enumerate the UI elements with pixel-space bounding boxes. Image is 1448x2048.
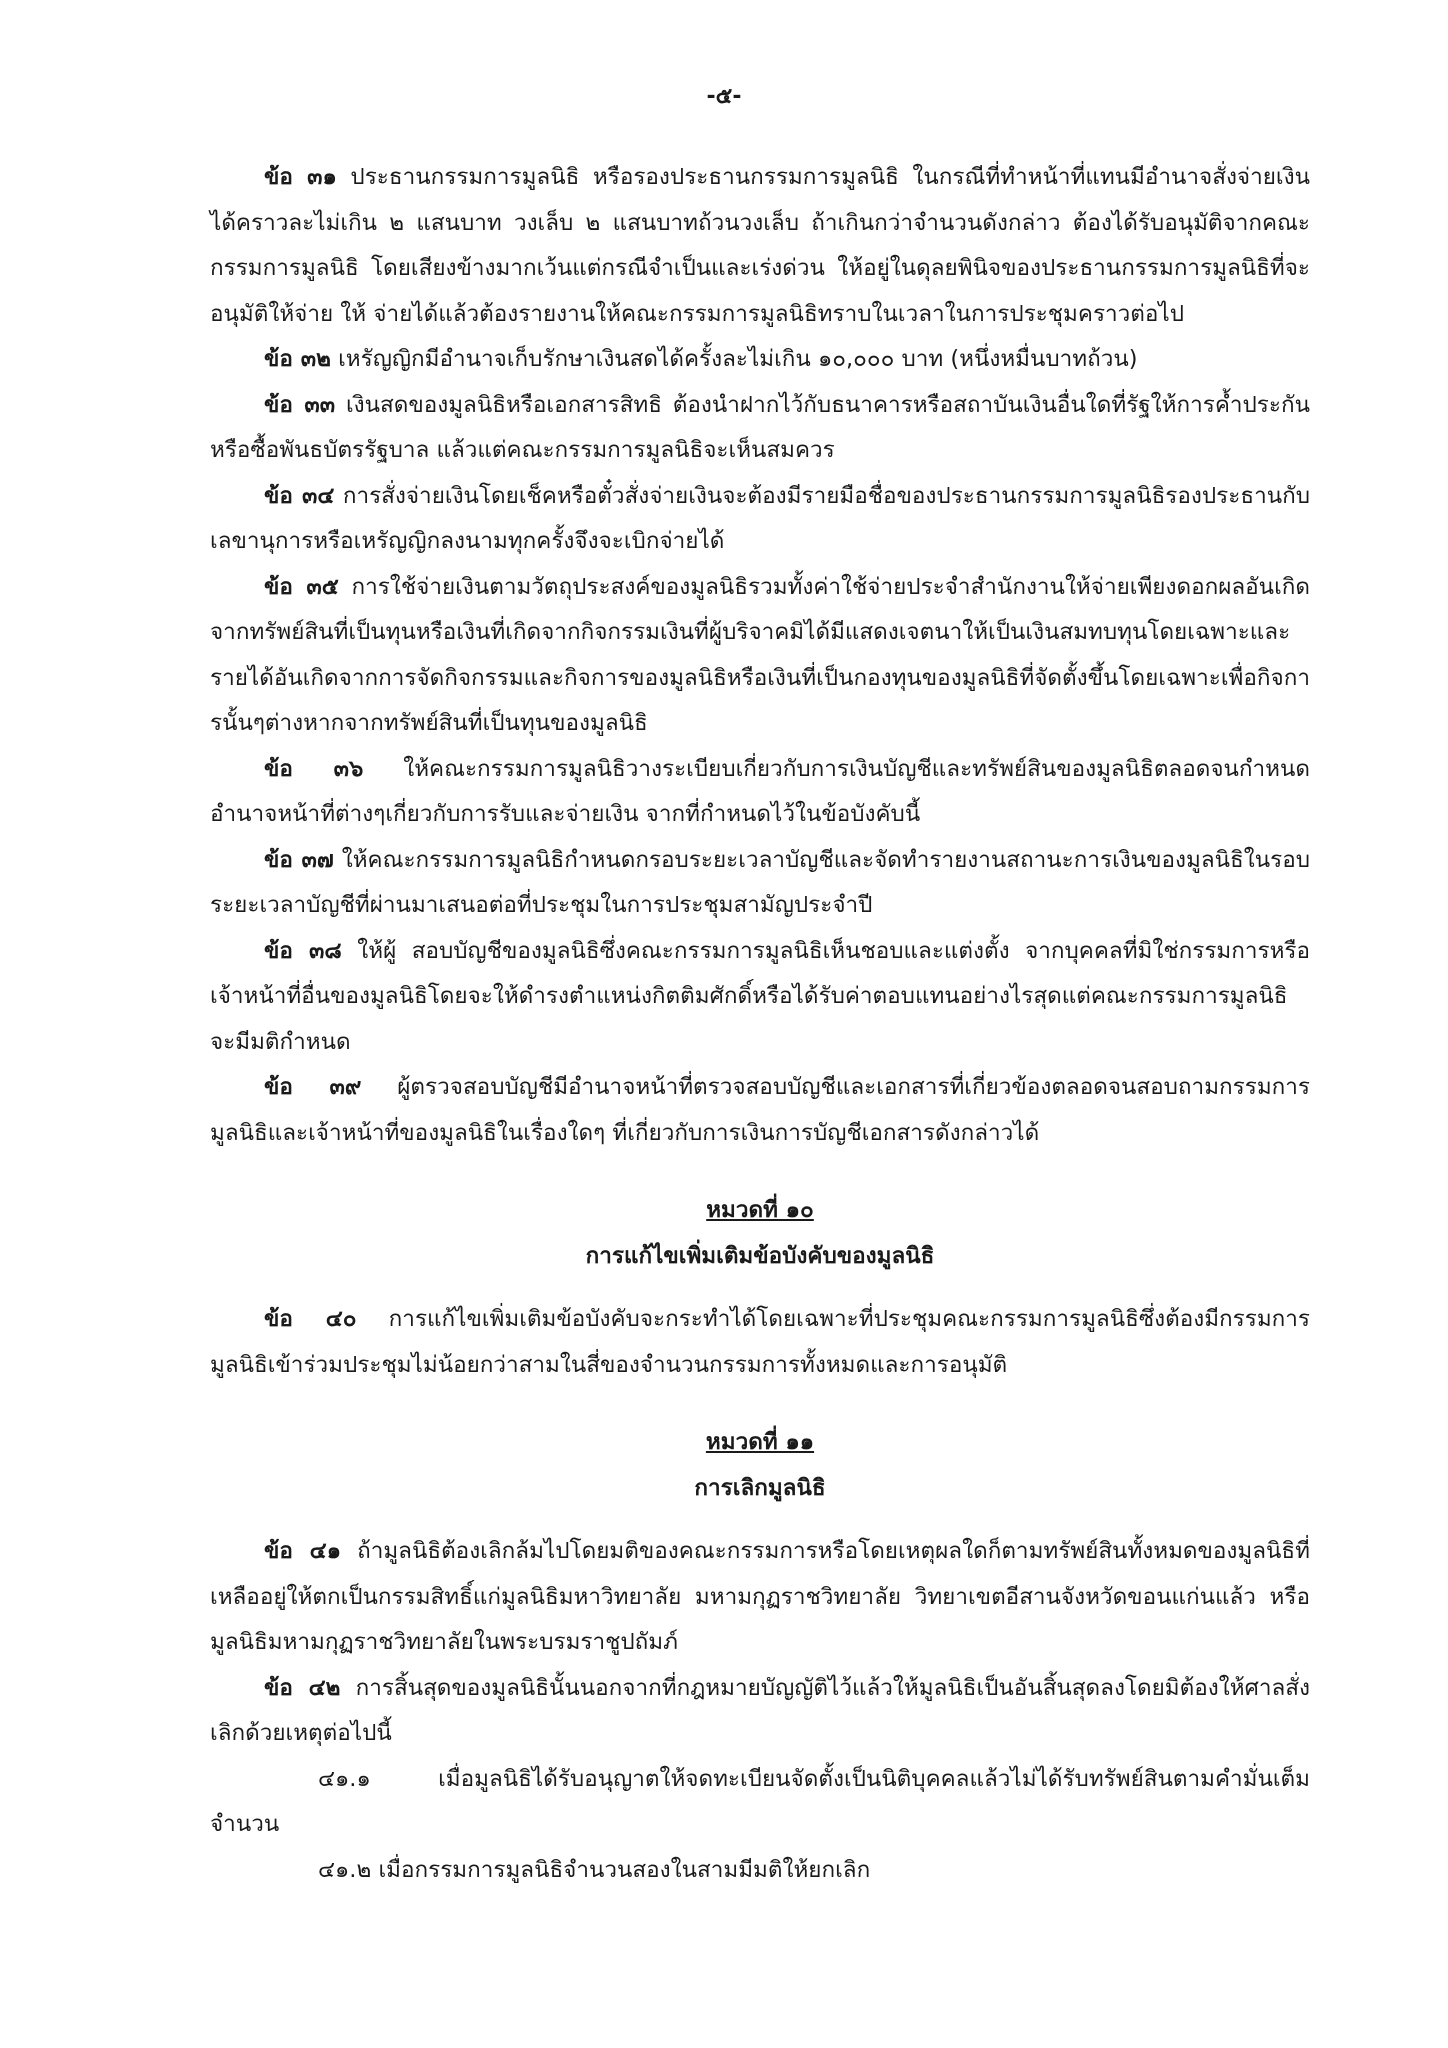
clause-36 xyxy=(210,747,1310,838)
spacer xyxy=(210,1156,1310,1188)
clause-text: เงินสดของมูลนิธิหรือเอกสารสิทธิ ต้องนำฝากไว้กับธนาคารหรือสถาบันเงินอื่นใดที่รัฐให้การค้ำประกันหรือซื้อพันธบัตรรัฐบาล แล้วแต่คณะกรรมการมูลนิธิจะเห็นสมควร xyxy=(210,391,1310,463)
spacer xyxy=(210,1511,1310,1529)
clause-text: ถ้ามูลนิธิต้องเลิกล้มไปโดยมติของคณะกรรมการหรือโดยเหตุผลใดก็ตามทรัพย์สินทั้งหมดของมูลนิธิที่เหลืออยู่ให้ตกเป็นกรรมสิทธิ์แก่มูลนิธิมหาวิทยาลัย มหามกุฏราชวิทยาลัย วิทยาเขตอีสานจังหวัดขอนแก่นแล้ว หรือมูลนิธิมหามกุฏราชวิทยาลัยในพระบรมราชูปถัมภ์ xyxy=(210,1538,1310,1655)
clause-label: ข้อ ๔๒ xyxy=(264,1674,341,1701)
clause-label: ข้อ ๓๑ xyxy=(264,164,337,190)
sub-item-41-1: ๔๑.๑ เมื่อมูลนิธิได้รับอนุญาตให้จดทะเบียนจัดตั้งเป็นนิติบุคคลแล้วไม่ได้รับทรัพย์สินตามคำมั่นเต็มจำนวน xyxy=(210,1765,1310,1837)
chapter-11-title: การเลิกมูลนิธิ xyxy=(694,1474,826,1501)
clause-text: การสั่งจ่ายเงินโดยเช็คหรือตั๋วสั่งจ่ายเงินจะต้องมีรายมือชื่อของประธานกรรมการมูลนิธิรองประธานกับเลขานุการหรือเหรัญญิกลงนามทุกครั้งจึงจะเบิกจ่ายได้ xyxy=(210,482,1310,554)
clause-label: ข้อ ๓๔ xyxy=(264,482,335,509)
clause-text: ให้คณะกรรมการมูลนิธิกำหนดกรอบระยะเวลาบัญชีและจัดทำรายงานสถานะการเงินของมูลนิธิในรอบระยะเวลาบัญชีที่ผ่านมาเสนอต่อที่ประชุมในการประชุมสามัญประจำปี xyxy=(210,846,1310,918)
clause-34 xyxy=(210,474,1310,565)
clause-37 xyxy=(210,838,1310,929)
clause-text: การแก้ไขเพิ่มเติมข้อบังคับจะกระทำได้โดยเฉพาะที่ประชุมคณะกรรมการมูลนิธิซึ่งต้องมีกรรมการมูลนิธิเข้าร่วมประชุมไม่น้อยกว่าสามในสี่ของจำนวนกรรมการทั้งหมดและการอนุมัติ xyxy=(210,1306,1310,1378)
clause-32 xyxy=(210,337,1310,383)
clause-label: ข้อ ๓๓ xyxy=(264,391,336,418)
clause-text: การสิ้นสุดของมูลนิธินั้นนอกจากที่กฎหมายบัญญัติไว้แล้วให้มูลนิธิเป็นอันสิ้นสุดลงโดยมิต้องให้ศาลสั่งเลิกด้วยเหตุต่อไปนี้ xyxy=(210,1674,1310,1746)
clause-text: ให้ผู้ สอบบัญชีของมูลนิธิซึ่งคณะกรรมการมูลนิธิเห็นชอบและแต่งตั้ง จากบุคคลที่มิใช่กรรมการหรือเจ้าหน้าที่อื่นของมูลนิธิโดยจะให้ดำรงตำแหน่งกิตติมศักดิ์หรือได้รับค่าตอบแทนอย่างไรสุดแต่คณะกรรมการมูลนิธิจะมีมติกำหนด xyxy=(210,937,1311,1055)
clause-text: ให้คณะกรรมการมูลนิธิวางระเบียบเกี่ยวกับการเงินบัญชีและทรัพย์สินของมูลนิธิตลอดจนกำหนดอำนาจหน้าที่ต่างๆเกี่ยวกับการรับและจ่ายเงิน จากที่กำหนดไว้ในข้อบังคับนี้ xyxy=(210,755,1310,827)
clause-42 xyxy=(210,1666,1310,1757)
spacer xyxy=(210,1388,1310,1420)
spacer xyxy=(210,1279,1310,1297)
chapter-11-number: หมวดที่ ๑๑ xyxy=(705,1429,815,1455)
clause-40 xyxy=(210,1297,1310,1388)
clause-label: ข้อ ๓๖ xyxy=(264,755,364,782)
clause-text: การใช้จ่ายเงินตามวัตถุประสงค์ของมูลนิธิรวมทั้งค่าใช้จ่ายประจำสำนักงานให้จ่ายเพียงดอกผลอันเกิดจากทรัพย์สินที่เป็นทุนหรือเงินที่เกิดจากกิจกรรมเงินที่ผู้บริจาคมิได้มีแสดงเจตนาให้เป็นเงินสมทบทุนโดยเฉพาะและรายได้อันเกิดจากการจัดกิจกรรมและกิจการของมูลนิธิหรือเงินที่เป็นกองทุนของมูลนิธิที่จัดตั้งขึ้นโดยเฉพาะเพื่อกิจการนั้นๆต่างหากจากทรัพย์สินที่เป็นทุนของมูลนิธิ xyxy=(210,573,1310,736)
clause-label: ข้อ ๓๘ xyxy=(264,937,342,964)
clause-33 xyxy=(210,383,1310,474)
chapter-10-title: การแก้ไขเพิ่มเติมข้อบังคับของมูลนิธิ xyxy=(585,1242,935,1269)
clause-41 xyxy=(210,1529,1310,1666)
chapter-10-number: หมวดที่ ๑๐ xyxy=(706,1197,814,1223)
clause-text: ประธานกรรมการมูลนิธิ หรือรองประธานกรรมการมูลนิธิ ในกรณีที่ทำหน้าที่แทนมีอำนาจสั่งจ่ายเงินได้คราวละไม่เกิน ๒ แสนบาท วงเล็บ ๒ แสนบาทถ้วนวงเล็บ ถ้าเกินกว่าจำนวนดังกล่าว ต้องได้รับอนุมัติจากคณะกรรมการมูลนิธิ โดยเสียงข้างมากเว้นแต่กรณีจำเป็นและเร่งด่วน ให้อยู่ในดุลยพินิจของประธานกรรมการมูลนิธิที่จะอนุมัติให้จ่าย ให้ จ่ายได้แล้วต้องรายงานให้คณะกรรมการมูลนิธิทราบในเวลาในการประชุมคราวต่อไป xyxy=(210,164,1310,327)
page-number: -๕- xyxy=(706,84,742,109)
document-body xyxy=(210,155,1310,1893)
clause-35 xyxy=(210,565,1310,747)
clause-39 xyxy=(210,1065,1310,1156)
clause-text: เหรัญญิกมีอำนาจเก็บรักษาเงินสดได้ครั้งละไม่เกิน ๑๐,๐๐๐ บาท (หนึ่งหมื่นบาทถ้วน) xyxy=(330,346,1138,372)
clause-label: ข้อ ๔๐ xyxy=(264,1306,357,1332)
clause-label: ข้อ ๓๒ xyxy=(264,346,331,372)
sub-item-41-2: ๔๑.๒ เมื่อกรรมการมูลนิธิจำนวนสองในสามมีมติให้ยกเลิก xyxy=(318,1856,871,1883)
clause-label: ข้อ ๓๗ xyxy=(264,846,334,873)
clause-label: ข้อ ๓๙ xyxy=(264,1074,362,1100)
clause-38 xyxy=(210,929,1310,1066)
clause-label: ข้อ ๔๑ xyxy=(264,1538,341,1564)
clause-label: ข้อ ๓๕ xyxy=(264,573,339,600)
clause-31 xyxy=(210,155,1310,337)
clause-text: ผู้ตรวจสอบบัญชีมีอำนาจหน้าที่ตรวจสอบบัญชีและเอกสารที่เกี่ยวข้องตลอดจนสอบถามกรรมการมูลนิธิและเจ้าหน้าที่ของมูลนิธิในเรื่องใดๆ ที่เกี่ยวกับการเงินการบัญชีเอกสารดังกล่าวได้ xyxy=(210,1074,1310,1146)
